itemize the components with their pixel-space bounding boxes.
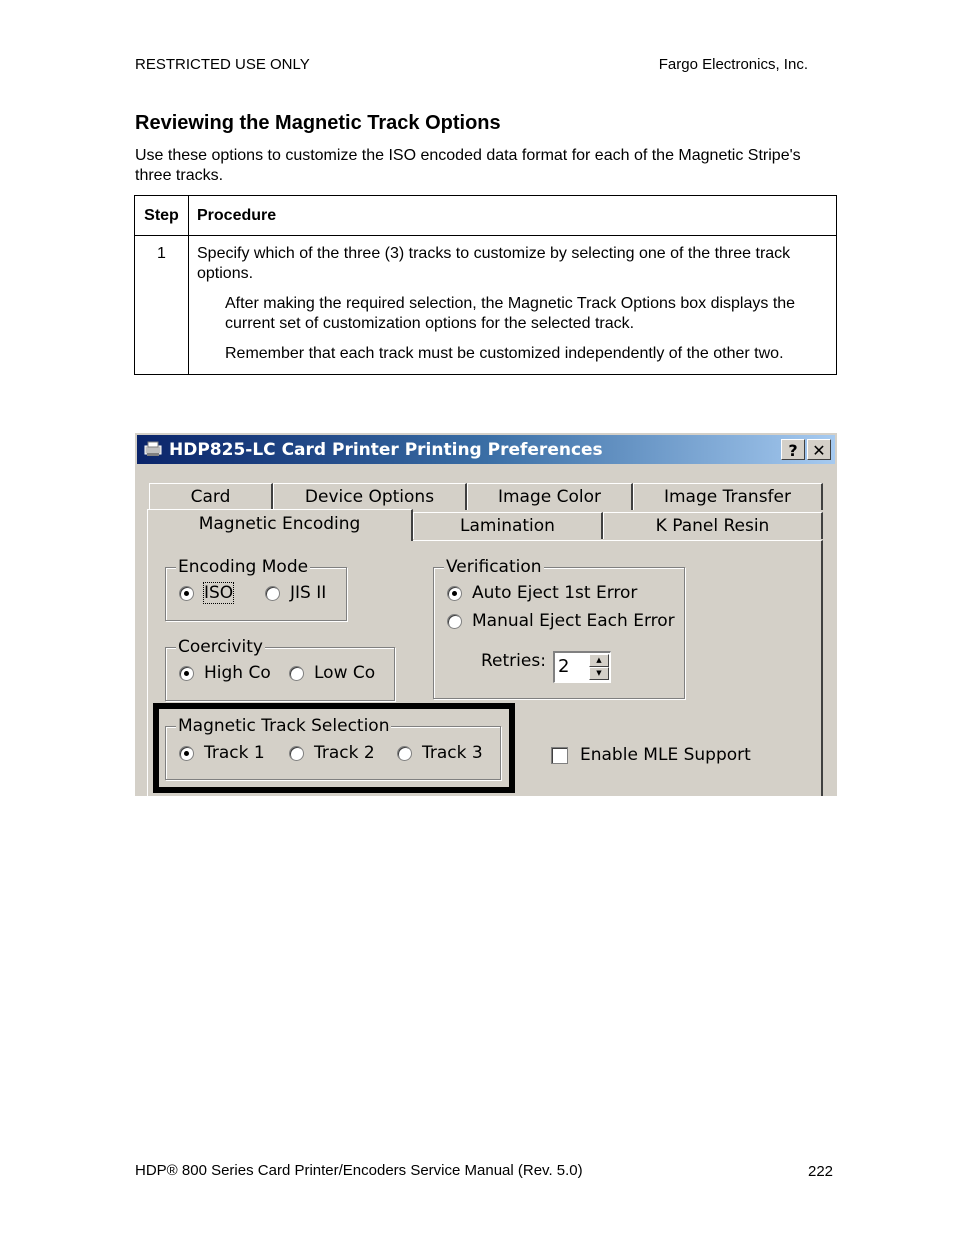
col-step: Step <box>135 196 189 236</box>
radio-track-1[interactable] <box>179 743 265 763</box>
tab-image-transfer[interactable]: Image Transfer <box>633 483 823 510</box>
radio-unselected-icon <box>289 666 304 681</box>
track-selection-label: Magnetic Track Selection <box>178 716 390 736</box>
radio-track-1-label: Track 1 <box>204 743 265 763</box>
retries-spinner[interactable] <box>553 651 611 683</box>
step-number: 1 <box>135 236 189 375</box>
radio-unselected-icon <box>265 586 280 601</box>
radio-unselected-icon <box>397 746 412 761</box>
help-button[interactable]: ? <box>781 439 805 460</box>
radio-track-2[interactable] <box>289 743 375 763</box>
printer-icon <box>143 441 163 457</box>
radio-track-2-label: Track 2 <box>314 743 375 763</box>
footer-manual-title: HDP® 800 Series Card Printer/Encoders Service Manual (Rev. 5.0) <box>135 1162 583 1179</box>
col-procedure: Procedure <box>189 196 837 236</box>
spin-up-icon[interactable]: ▲ <box>589 654 609 667</box>
tab-lamination[interactable]: Lamination <box>413 512 603 539</box>
checkbox-icon <box>551 747 568 764</box>
procedure-cell <box>189 236 837 375</box>
radio-selected-icon <box>447 586 462 601</box>
radio-high-co[interactable] <box>179 663 271 683</box>
procedure-table <box>134 195 837 375</box>
radio-selected-icon <box>179 586 194 601</box>
radio-low-co[interactable] <box>289 663 375 683</box>
enable-mle-checkbox[interactable] <box>551 745 751 765</box>
radio-iso[interactable] <box>179 583 233 603</box>
radio-manual-eject[interactable] <box>447 611 675 631</box>
tab-image-color[interactable]: Image Color <box>467 483 633 510</box>
header-left: RESTRICTED USE ONLY <box>135 56 310 73</box>
radio-track-3[interactable] <box>397 743 483 763</box>
coercivity-label: Coercivity <box>178 637 263 657</box>
verification-label: Verification <box>446 557 542 577</box>
radio-selected-icon <box>179 746 194 761</box>
enable-mle-label: Enable MLE Support <box>580 745 751 765</box>
retries-label: Retries: <box>481 651 546 671</box>
page-number: 222 <box>808 1163 834 1180</box>
close-button[interactable]: ✕ <box>807 439 831 460</box>
table-header-row <box>135 196 837 236</box>
procedure-note: After making the required selection, the Magnetic Track Options box displays the current set of customization options for the selected track. <box>225 295 796 332</box>
radio-unselected-icon <box>447 614 462 629</box>
procedure-text: Specify which of the three (3) tracks to customize by selecting one of the three track options. <box>197 245 791 282</box>
tab-magnetic-encoding[interactable]: Magnetic Encoding <box>147 509 413 541</box>
tab-card[interactable]: Card <box>149 483 273 510</box>
radio-auto-eject-label: Auto Eject 1st Error <box>472 583 638 603</box>
radio-jis-ii[interactable] <box>265 583 326 603</box>
tab-k-panel-resin[interactable]: K Panel Resin <box>603 512 823 539</box>
radio-auto-eject[interactable] <box>447 583 637 603</box>
procedure-note: Remember that each track must be customized independently of the other two. <box>225 345 784 362</box>
dialog-title: HDP825-LC Card Printer Printing Preferences <box>169 440 603 460</box>
radio-manual-eject-label: Manual Eject Each Error <box>472 611 675 631</box>
header-right: Fargo Electronics, Inc. <box>658 56 808 73</box>
radio-unselected-icon <box>289 746 304 761</box>
dialog-titlebar[interactable] <box>137 435 835 464</box>
tab-device-options[interactable]: Device Options <box>273 483 467 510</box>
radio-low-co-label: Low Co <box>314 663 376 683</box>
radio-high-co-label: High Co <box>204 663 271 683</box>
intro-paragraph: Use these options to customize the ISO encoded data format for each of the Magnetic Stripe's three tracks. <box>135 147 801 184</box>
radio-jis-ii-label: JIS II <box>290 583 327 603</box>
printing-preferences-dialog <box>134 432 837 796</box>
radio-iso-label: ISO <box>204 583 234 603</box>
radio-selected-icon <box>179 666 194 681</box>
section-title: Reviewing the Magnetic Track Options <box>135 112 501 134</box>
retries-value: 2 <box>558 656 570 677</box>
radio-track-3-label: Track 3 <box>422 743 483 763</box>
table-row <box>135 236 837 375</box>
encoding-mode-label: Encoding Mode <box>178 557 309 577</box>
spin-down-icon[interactable]: ▼ <box>589 667 609 680</box>
